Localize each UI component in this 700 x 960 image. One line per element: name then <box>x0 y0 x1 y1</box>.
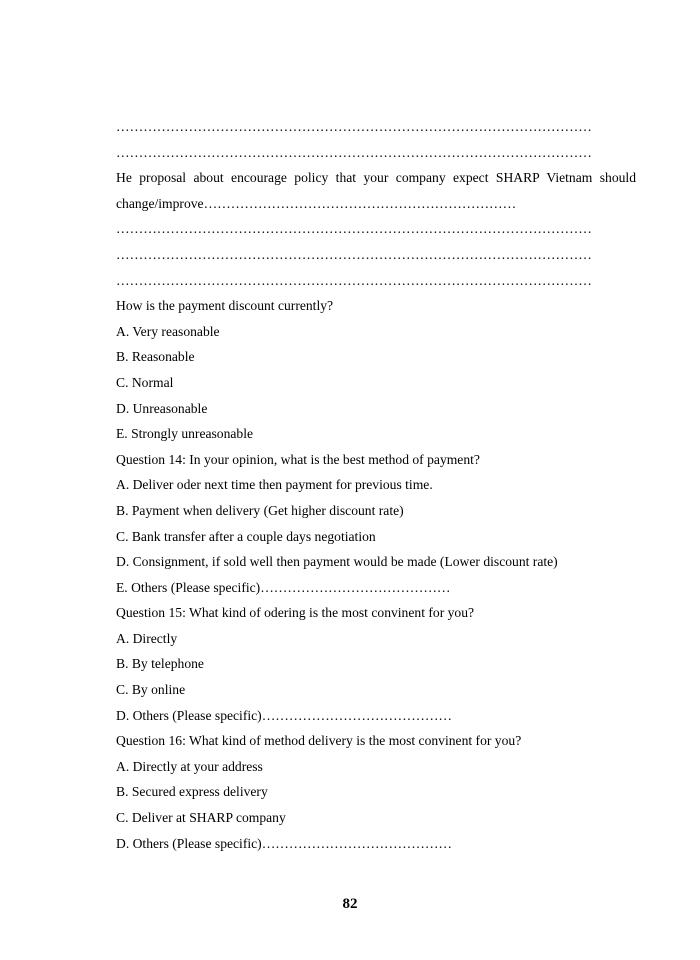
option-b: B. Secured express delivery <box>116 784 268 800</box>
option-e: E. Strongly unreasonable <box>116 426 254 442</box>
option-d: D. Unreasonable <box>116 400 208 416</box>
dotted-answer-line: …………………………………………………………………………………………… <box>116 119 592 134</box>
option-a: A. Directly at your address <box>116 758 263 774</box>
option-a: A. Deliver oder next time then payment for previous time. <box>116 477 433 493</box>
question-15: Question 15: What kind of odering is the most convinent for you? <box>116 605 475 621</box>
question-14: Question 14: In your opinion, what is the best method of payment? <box>116 451 480 467</box>
page-number: 82 <box>342 896 358 912</box>
option-c: C. Normal <box>116 374 174 390</box>
dotted-answer-line: …………………………………………………………………………………………… <box>116 272 592 288</box>
dotted-answer-line: …………………………………………………………………………………………… <box>116 246 592 262</box>
option-a: A. Very reasonable <box>116 323 220 339</box>
dotted-answer-line: …………………………………………………………………………………………… <box>116 221 592 237</box>
option-c: C. By online <box>116 682 186 698</box>
option-c: C. Deliver at SHARP company <box>116 810 286 826</box>
option-d: D. Consignment, if sold well then payment would be made (Lower discount rate) <box>116 554 558 570</box>
option-e: E. Others (Please specific)…………………………………… <box>116 579 451 595</box>
option-b: B. By telephone <box>116 656 204 672</box>
dotted-answer-line: …………………………………………………………………………………………… <box>116 144 592 160</box>
option-c: C. Bank transfer after a couple days negotiation <box>116 528 376 544</box>
option-b: B. Reasonable <box>116 349 195 365</box>
option-d: D. Others (Please specific)…………………………………… <box>116 835 453 851</box>
question-payment-discount: How is the payment discount currently? <box>116 298 334 314</box>
option-d: D. Others (Please specific)…………………………………… <box>116 707 453 723</box>
document-body <box>116 114 636 856</box>
option-a: A. Directly <box>116 630 178 646</box>
proposal-question: He proposal about encourage policy that your company expect SHARP Vietnam should change/improve…………………………………………………………… <box>116 170 636 211</box>
question-16: Question 16: What kind of method delivery is the most convinent for you? <box>116 733 522 749</box>
option-b: B. Payment when delivery (Get higher discount rate) <box>116 502 404 518</box>
